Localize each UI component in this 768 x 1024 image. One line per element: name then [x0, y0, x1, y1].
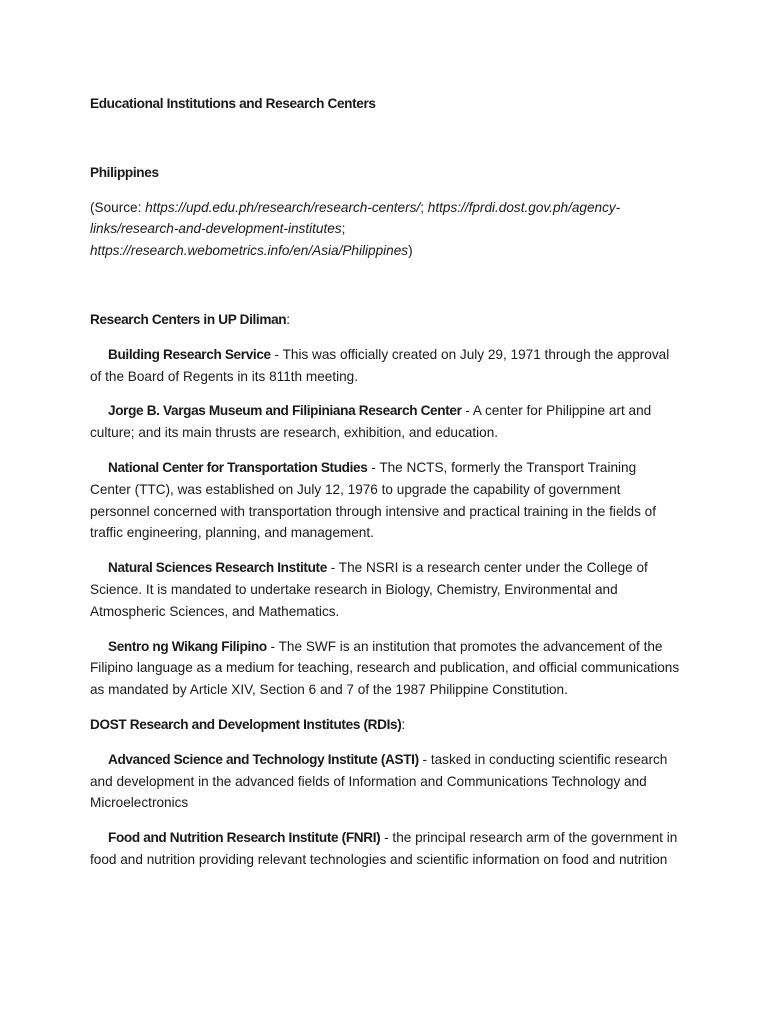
- entry-description: - This was officially created on July 29, 1971 through the approval of the Board of Regents in its 811th meeting.: [90, 346, 670, 384]
- entry-nsri: [90, 557, 680, 622]
- entry-description: - The NSRI is a research center under the College of Science. It is mandated to undertake research in Biology, Chemistry, Environmental and Atmospheric Sciences, and Mathematics.: [90, 560, 648, 619]
- section-heading-text: Research Centers in UP Diliman: [90, 311, 287, 327]
- source-citation: [90, 197, 680, 262]
- entry-vargas-museum: [90, 400, 680, 444]
- entry-name: Building Research Service: [108, 346, 271, 362]
- source-suffix: ): [408, 243, 413, 259]
- entry-description: - the principal research arm of the government in food and nutrition providing relevant technologies and scientific information on food and nutrition: [90, 830, 678, 867]
- entry-name: Food and Nutrition Research Institute (FNRI): [108, 830, 381, 846]
- source-separator: ;: [420, 199, 428, 215]
- section-heading-up-diliman: Research Centers in UP Diliman:: [90, 311, 291, 327]
- country-heading: Philippines: [90, 164, 159, 180]
- section-heading-dost-rdis: DOST Research and Development Institutes (RDIs):: [90, 716, 406, 732]
- entry-description: - The NCTS, formerly the Transport Training Center (TTC), was established on July 12, 1976 to upgrade the capability of government personnel concerned with transportation through intensive and practical training in the fields of traffic engineering, planning, and management.: [90, 459, 656, 541]
- entry-name: Natural Sciences Research Institute: [108, 560, 327, 576]
- entry-description: - The SWF is an institution that promotes the advancement of the Filipino language as a medium for teaching, research and publication, and official communications as mandated by Article XIV, Section 6 and 7 of the 1987 Philippine Constitution.: [90, 638, 680, 698]
- entry-name: National Center for Transportation Studies: [108, 459, 368, 475]
- entry-description: - A center for Philippine art and culture; and its main thrusts are research, exhibition, and education.: [90, 403, 652, 441]
- section-heading-text: DOST Research and Development Institutes (RDIs): [90, 716, 402, 732]
- entry-name: Sentro ng Wikang Filipino: [108, 638, 267, 654]
- source-link-fprdi[interactable]: https://fprdi.dost.gov.ph/agency-links/research-and-development-institutes: [90, 199, 621, 237]
- document-title: Educational Institutions and Research Centers: [90, 96, 376, 111]
- source-link-upd[interactable]: https://upd.edu.ph/research/research-centers/: [145, 199, 421, 215]
- entry-name: Jorge B. Vargas Museum and Filipiniana Research Center: [108, 403, 462, 419]
- source-link-webometrics[interactable]: https://research.webometrics.info/en/Asia/Philippines: [90, 243, 409, 259]
- source-prefix: (Source:: [90, 199, 146, 215]
- entry-building-research-service: [90, 344, 680, 388]
- entry-description: - tasked in conducting scientific research and development in the advanced fields of Information and Communications Technology and Microelectronics: [90, 751, 668, 811]
- source-separator: ;: [341, 221, 346, 237]
- entry-asti: [90, 749, 680, 814]
- document-body: [90, 93, 680, 871]
- entry-swf: [90, 636, 680, 701]
- entry-fnri: [90, 827, 680, 871]
- entry-ncts: [90, 457, 680, 544]
- entry-name: Advanced Science and Technology Institute (ASTI): [108, 751, 419, 767]
